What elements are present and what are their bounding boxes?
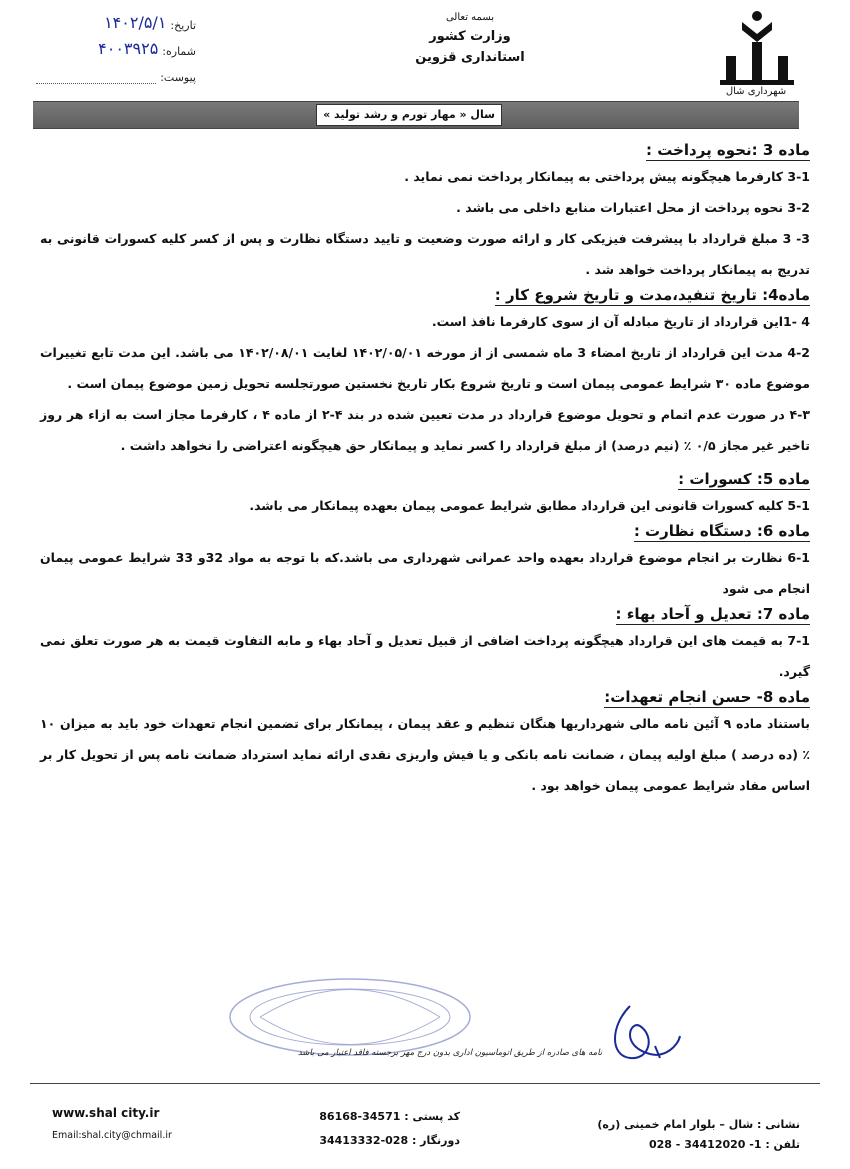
clause: 5-1 کلیه کسورات قانونی این قرارداد مطابق شرایط عمومی پیمان بعهده پیمانکار می باشد. <box>249 498 810 513</box>
section-payment <box>40 140 810 285</box>
postal-code: کد پستی : 34571-86168 <box>319 1110 460 1123</box>
year-slogan: سال « مهار تورم و رشد تولید » <box>316 104 502 126</box>
date-value: ۱۴۰۲/۵/۱ <box>104 13 167 32</box>
clause: 3- 3 مبلغ قرارداد با پیشرفت فیزیکی کار و ارائه صورت وضعیت و تایید دستگاه نظارت و پس از کسر کلیه کسورات قانونی به تدریج به پیمانکار پرداخت خواهد شد . <box>40 231 810 277</box>
section-title: ماده 3 :نحوه پرداخت : <box>646 141 810 159</box>
attachment-label: پیوست: <box>160 71 196 84</box>
number-label: شماره: <box>162 45 196 58</box>
date-label: تاریخ: <box>170 19 196 32</box>
address: نشانی : شال – بلوار امام خمینی (ره) <box>597 1118 800 1131</box>
clause: باستناد ماده ۹ آئین نامه مالی شهرداریها هنگان تنظیم و عقد پیمان ، پیمانکار برای تضمین انجام تعهدات خود باید به میزان ۱۰ ٪ (ده درصد ) مبلغ اولیه پیمان ، ضمانت نامه بانکی و یا فیش واریزی نقدی ارائه نماید استرداد ضمانت نامه پس از تحویل کار بر اساس مفاد شرایط عمومی پیمان خواهد بود . <box>40 716 810 793</box>
footer-divider <box>30 1083 820 1084</box>
clause: 7-1 به قیمت های این قرارداد هیچگونه پرداخت اضافی از قبیل تعدیل و آحاد بهاء و مابه التفاوت قیمت به هر صورت تعلق نمی گیرد. <box>40 633 810 679</box>
email-link[interactable]: Email:shal.city@chmail.ir <box>52 1130 172 1141</box>
clause: 4-2 مدت این قرارداد از تاریخ امضاء 3 ماه شمسی از از مورخه ۱۴۰۲/۰۵/۰۱ لغایت ۱۴۰۲/۰۸/۰۱ می باشد. این مدت تابع تغییرات موضوع ماده ۳۰ شرایط عمومی پیمان است و تاریخ شروع بکار تاریخ نخستین صورتجلسه تحویل زمین موضوع پیمان است . <box>40 345 810 391</box>
section-deductions <box>40 469 810 521</box>
contract-body <box>40 140 810 801</box>
phone-number: تلفن : 1- 34412020 - 028 <box>649 1138 800 1151</box>
clause: 6-1 نظارت بر انجام موضوع قرارداد بعهده واحد عمرانی شهرداری می باشد.که با توجه به مواد 32و 33 شرایط عمومی پیمان انجام می شود <box>40 550 811 596</box>
letter-meta <box>36 6 196 84</box>
clause: 4 -1این قرارداد از تاریخ مبادله آن از سوی کارفرما نافذ است. <box>431 314 810 329</box>
section-title: ماده 8- حسن انجام تعهدات: <box>604 688 810 706</box>
fax-number: دورنگار : 028-34413332 <box>319 1134 460 1147</box>
attachment-row <box>36 58 196 84</box>
section-title: ماده 5: کسورات : <box>678 470 810 488</box>
ministry-title: وزارت کشور <box>429 29 511 44</box>
section-adjustment <box>40 604 810 687</box>
letterhead-center <box>380 12 560 65</box>
number-value: ۴۰۰۳۹۲۵ <box>98 39 159 58</box>
municipality-name: شهرداری شال <box>725 86 787 97</box>
section-title: ماده 6: دستگاه نظارت : <box>633 522 810 540</box>
section-title: ماده 7: تعدیل و آحاد بهاء : <box>615 605 810 623</box>
clause: 3-1 کارفرما هیچگونه پیش پرداختی به پیمانکار پرداخت نمی نماید . <box>404 169 810 184</box>
province-title: استانداری قزوین <box>415 50 525 65</box>
signature-icon <box>600 996 690 1076</box>
number-row <box>36 32 196 58</box>
section-duration <box>40 285 810 461</box>
clause: ۴-۳ در صورت عدم اتمام و تحویل موضوع قرارداد در مدت تعیین شده در بند ۴-۲ از ماده ۴ ، کارفرما مجاز است به ازاء هر روز تاخیر غیر مجاز ۰/۵ ٪ (نیم درصد) از مبلغ قرارداد را کسر نماید و پیمانکار حق هیچگونه اعتراضی را نخواهد داشت . <box>40 407 810 453</box>
attachment-blank <box>36 71 156 84</box>
section-supervision <box>40 521 810 604</box>
section-title: ماده4: تاریخ تنفید،مدت و تاریخ شروع کار : <box>494 286 810 304</box>
bismillah: بسمه تعالی <box>445 12 495 23</box>
section-performance <box>40 687 810 801</box>
date-row <box>36 6 196 32</box>
website-link[interactable]: www.shal city.ir <box>52 1106 160 1120</box>
automation-note: نامه های صادره از طریق اتوماسیون اداری بدون درج مهر برجسته فاقد اعتبار می باشد <box>297 1048 603 1058</box>
clause: 3-2 نحوه پرداخت از محل اعتبارات منابع داخلی می باشد . <box>456 200 810 215</box>
